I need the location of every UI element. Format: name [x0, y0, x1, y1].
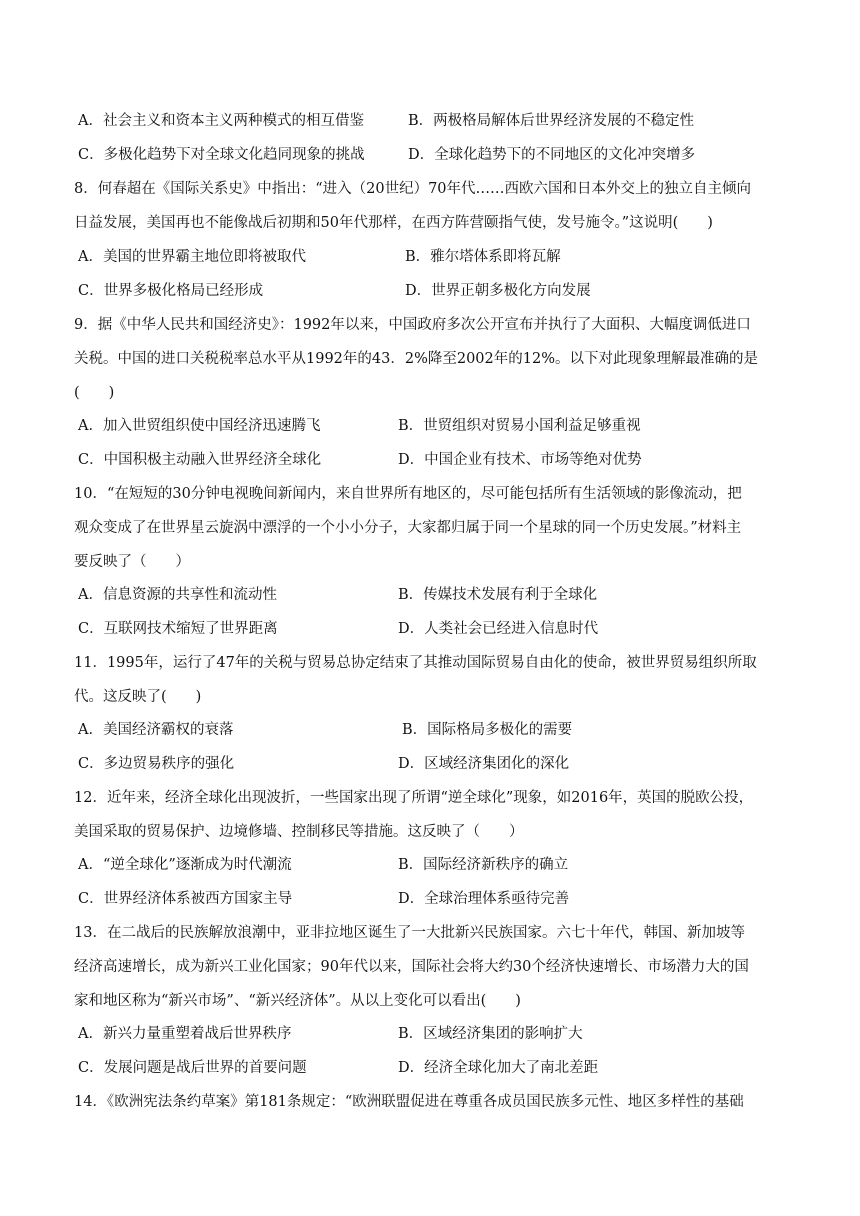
q9-stem-line-1: 9．据《中华人民共和国经济史》：1992年以来，中国政府多次公开宣布并执行了大面积、大幅度调低进口	[74, 317, 751, 333]
q13-stem-line-2: 经济高速增长，成为新兴工业化国家；90年代以来，国际社会将大约30个经济快速增长、市场潜力大的国	[74, 959, 749, 975]
q10-stem-line-2: 观众变成了在世界星云旋涡中漂浮的一个小小分子，大家都归属于同一个星球的同一个历史发展。”材料主	[74, 520, 742, 536]
q7-option-b: B．两极格局解体后世界经济发展的不稳定性	[408, 113, 695, 129]
q12-stem-line-2: 美国采取的贸易保护、边境修墙、控制移民等措施。这反映了（ ）	[74, 824, 524, 840]
q12-stem-line-1: 12．近年来，经济全球化出现波折，一些国家出现了所谓“逆全球化”现象，如2016年，英国的脱欧公投，	[74, 790, 754, 806]
q9-stem-line-3: ( )	[74, 385, 115, 401]
q10-stem-line-3: 要反映了（ ）	[74, 554, 190, 570]
q9-option-a: A．加入世贸组织使中国经济迅速腾飞	[78, 418, 321, 434]
q8-stem-line-1: 8．何春超在《国际关系史》中指出：“进入（20世纪）70年代……西欧六国和日本外交上的独立自主倾向	[74, 181, 752, 197]
q13-option-b: B．区域经济集团的影响扩大	[398, 1026, 583, 1042]
q10-stem-line-1: 10．“在短短的30分钟电视晚间新闻内，来自世界所有地区的，尽可能包括所有生活领域的影像流动，把	[74, 486, 742, 502]
q11-option-a: A．美国经济霸权的衰落	[78, 722, 234, 738]
q7-option-a: A．社会主义和资本主义两种模式的相互借鉴	[78, 113, 364, 129]
q11-option-b: B．国际格局多极化的需要	[402, 722, 573, 738]
q7-option-d: D．全球化趋势下的不同地区的文化冲突增多	[408, 147, 696, 163]
q11-option-c: C．多边贸易秩序的强化	[78, 756, 235, 772]
q11-stem-line-2: 代。这反映了( )	[74, 689, 202, 705]
q8-option-b: B．雅尔塔体系即将瓦解	[405, 249, 561, 265]
q12-option-a: A．“逆全球化”逐渐成为时代潮流	[78, 857, 292, 873]
q10-option-b: B．传媒技术发展有利于全球化	[398, 587, 598, 603]
q12-option-d: D．全球治理体系亟待完善	[398, 891, 570, 907]
q9-stem-line-2: 关税。中国的进口关税税率总水平从1992年的43．2%降至2002年的12%。以下对此现象理解最准确的是	[74, 351, 758, 367]
q7-option-c: C．多极化趋势下对全球文化趋同现象的挑战	[78, 147, 365, 163]
q13-option-d: D．经济全球化加大了南北差距	[398, 1060, 599, 1076]
q8-option-c: C．世界多极化格局已经形成	[78, 283, 264, 299]
q13-stem-line-3: 家和地区称为“新兴市场”、“新兴经济体”。从以上变化可以看出( )	[74, 993, 521, 1009]
q12-option-c: C．世界经济体系被西方国家主导	[78, 891, 293, 907]
q13-option-a: A．新兴力量重塑着战后世界秩序	[78, 1026, 292, 1042]
q11-stem-line-1: 11．1995年，运行了47年的关税与贸易总协定结束了其推动国际贸易自由化的使命，被世界贸易组织所取	[74, 655, 757, 671]
q8-option-a: A．美国的世界霸主地位即将被取代	[78, 249, 306, 265]
q9-option-c: C．中国积极主动融入世界经济全球化	[78, 452, 322, 468]
q10-option-a: A．信息资源的共享性和流动性	[78, 587, 277, 603]
q8-option-d: D．世界正朝多极化方向发展	[405, 283, 591, 299]
q14-stem-line-1: 14．《欧洲宪法条约草案》第181条规定：“欧洲联盟促进在尊重各成员国民族多元性、地区多样性的基础	[74, 1094, 744, 1110]
q9-option-d: D．中国企业有技术、市场等绝对优势	[398, 452, 642, 468]
q12-option-b: B．国际经济新秩序的确立	[398, 857, 569, 873]
q13-stem-line-1: 13．在二战后的民族解放浪潮中，亚非拉地区诞生了一大批新兴民族国家。六七十年代，韩国、新加坡等	[74, 925, 745, 941]
q13-option-c: C．发展问题是战后世界的首要问题	[78, 1060, 307, 1076]
q10-option-d: D．人类社会已经进入信息时代	[398, 621, 599, 637]
q8-stem-line-2: 日益发展，美国再也不能像战后初期和50年代那样，在西方阵营颐指气使，发号施令。”这说明( )	[74, 215, 713, 231]
q10-option-c: C．互联网技术缩短了世界距离	[78, 621, 278, 637]
q11-option-d: D．区域经济集团化的深化	[398, 756, 570, 772]
q9-option-b: B．世贸组织对贸易小国利益足够重视	[398, 418, 641, 434]
